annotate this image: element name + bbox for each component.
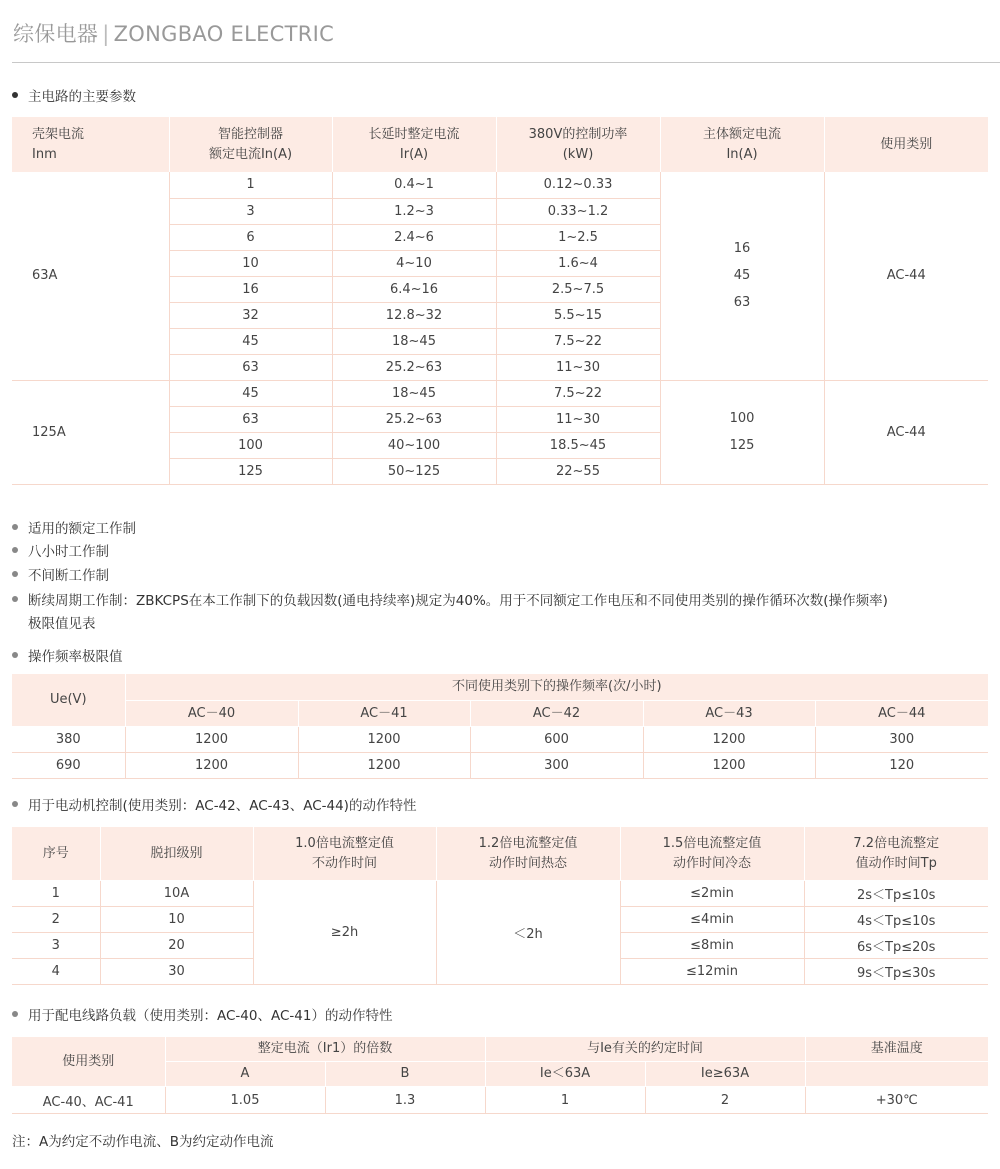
cell-frequency: 600	[470, 727, 643, 753]
header-frequency-group: 不同使用类别下的操作频率(次/小时)	[125, 674, 988, 701]
motor-control-body	[12, 881, 988, 985]
cell-seq: 2	[12, 907, 100, 933]
main-current-value: 16	[733, 241, 751, 257]
header-ie-lt63: Ie＜63A	[485, 1062, 645, 1087]
cell-controller-current: 32	[169, 302, 332, 328]
header-1-2x: 1.2倍电流整定值 动作时间热态	[436, 827, 620, 881]
cell-tp: 9s＜Tp≤30s	[804, 959, 988, 985]
cell-control-power: 7.5~22	[496, 380, 660, 406]
cell-tp: 2s＜Tp≤10s	[804, 881, 988, 907]
cell-ie-ge63: 2	[645, 1087, 805, 1114]
brand-cn: 综保电器	[13, 22, 99, 46]
table-row	[12, 380, 988, 406]
cell-long-delay: 18~45	[332, 328, 496, 354]
header-1x: 1.0倍电流整定值 不动作时间	[253, 827, 436, 881]
cell-frame-current: 63A	[12, 172, 169, 380]
header-ac42: AC－42	[470, 701, 643, 727]
header-trip-class: 脱扣级别	[100, 827, 253, 881]
main-current-value: 45	[733, 268, 751, 284]
motor-control-table	[12, 826, 988, 985]
header-1-5x: 1.5倍电流整定值 动作时间冷态	[620, 827, 804, 881]
cell-frequency: 1200	[643, 727, 815, 753]
main-current-value: 100	[729, 411, 755, 426]
duty-item: 八小时工作制	[12, 541, 109, 564]
cell-voltage: 690	[12, 753, 125, 779]
table-row	[12, 753, 988, 779]
header-controller-current: 智能控制器 额定电流In(A)	[169, 117, 332, 172]
section1-title: 主电路的主要参数	[12, 86, 136, 109]
cell-frequency: 300	[470, 753, 643, 779]
section4-title: 用于配电线路负载（使用类别：AC-40、AC-41）的动作特性	[12, 1005, 392, 1028]
cell-control-power: 7.5~22	[496, 328, 660, 354]
cell-long-delay: 12.8~32	[332, 302, 496, 328]
cell-frequency: 1200	[298, 753, 470, 779]
header-separator: |	[102, 22, 110, 46]
header-frame-current: 壳架电流 Inm	[12, 117, 169, 172]
cell-trip-class: 30	[100, 959, 253, 985]
cell-controller-current: 1	[169, 172, 332, 198]
main-current-value: 125	[729, 438, 755, 453]
bullet-dot	[12, 92, 18, 98]
section2-title: 操作频率极限值	[12, 646, 123, 669]
operation-frequency-body	[12, 727, 988, 779]
cell-trip-class: 20	[100, 933, 253, 959]
distribution-table	[12, 1036, 988, 1114]
cell-long-delay: 50~125	[332, 458, 496, 484]
cell-cold-trip: ≤2min	[620, 881, 804, 907]
header-main-current: 主体额定电流 In(A)	[660, 117, 824, 172]
cell-trip-class: 10A	[100, 881, 253, 907]
cell-frequency: 1200	[125, 753, 298, 779]
cell-tp: 6s＜Tp≤20s	[804, 933, 988, 959]
cell-voltage: 380	[12, 727, 125, 753]
header-long-delay: 长延时整定电流 Ir(A)	[332, 117, 496, 172]
cell-frequency: 1200	[125, 727, 298, 753]
cell-frequency: 120	[815, 753, 988, 779]
cell-cold-trip: ≤4min	[620, 907, 804, 933]
cell-category: AC-40、AC-41	[12, 1087, 165, 1114]
cell-seq: 4	[12, 959, 100, 985]
header-7-2x: 7.2倍电流整定 值动作时间Tp	[804, 827, 988, 881]
cell-control-power: 1.6~4	[496, 250, 660, 276]
header-seq: 序号	[12, 827, 100, 881]
cell-controller-current: 63	[169, 354, 332, 380]
table-row	[12, 727, 988, 753]
cell-control-power: 18.5~45	[496, 432, 660, 458]
header-ac43: AC－43	[643, 701, 815, 727]
cell-control-power: 1~2.5	[496, 224, 660, 250]
cell-control-power: 2.5~7.5	[496, 276, 660, 302]
duty-item: 适用的额定工作制	[12, 518, 136, 541]
duty-item: 不间断工作制	[12, 565, 109, 588]
header-rule	[12, 62, 1000, 63]
operation-frequency-table	[12, 673, 988, 779]
header-usage-category: 使用类别	[12, 1037, 165, 1087]
cell-main-current	[660, 172, 824, 380]
cell-control-power: 11~30	[496, 406, 660, 432]
header-a: A	[165, 1062, 325, 1087]
cell-controller-current: 6	[169, 224, 332, 250]
cell-no-trip: ≥2h	[253, 881, 436, 985]
cell-b: 1.3	[325, 1087, 485, 1114]
header-ie-ge63: Ie≥63A	[645, 1062, 805, 1087]
header-multiple: 整定电流（Ir1）的倍数	[165, 1037, 485, 1062]
cell-controller-current: 16	[169, 276, 332, 302]
main-circuit-body	[12, 172, 988, 484]
cell-main-current	[660, 380, 824, 484]
cell-long-delay: 6.4~16	[332, 276, 496, 302]
cell-ie-lt63: 1	[485, 1087, 645, 1114]
cell-long-delay: 1.2~3	[332, 198, 496, 224]
cell-frequency: 300	[815, 727, 988, 753]
cell-control-power: 22~55	[496, 458, 660, 484]
section3-title: 用于电动机控制(使用类别：AC-42、AC-43、AC-44)的动作特性	[12, 795, 416, 818]
cell-seq: 3	[12, 933, 100, 959]
cell-long-delay: 25.2~63	[332, 354, 496, 380]
cell-cold-trip: ≤8min	[620, 933, 804, 959]
cell-long-delay: 4~10	[332, 250, 496, 276]
brand-en: ZONGBAO ELECTRIC	[113, 22, 335, 46]
cell-control-power: 11~30	[496, 354, 660, 380]
table-row	[12, 881, 988, 907]
cell-long-delay: 18~45	[332, 380, 496, 406]
cell-a: 1.05	[165, 1087, 325, 1114]
main-current-value: 63	[733, 295, 751, 311]
cell-category: AC-44	[824, 172, 988, 380]
table-row	[12, 172, 988, 198]
cell-controller-current: 100	[169, 432, 332, 458]
header-ac40: AC－40	[125, 701, 298, 727]
header-temp-empty	[805, 1062, 988, 1087]
cell-control-power: 0.12~0.33	[496, 172, 660, 198]
header-control-power: 380V的控制功率 (kW)	[496, 117, 660, 172]
cell-frequency: 1200	[298, 727, 470, 753]
cell-hot-trip: ＜2h	[436, 881, 620, 985]
cell-controller-current: 45	[169, 380, 332, 406]
cell-controller-current: 3	[169, 198, 332, 224]
cell-tp: 4s＜Tp≤10s	[804, 907, 988, 933]
cell-long-delay: 25.2~63	[332, 406, 496, 432]
cell-long-delay: 2.4~6	[332, 224, 496, 250]
cell-long-delay: 40~100	[332, 432, 496, 458]
cell-frequency: 1200	[643, 753, 815, 779]
cell-controller-current: 45	[169, 328, 332, 354]
header-ac41: AC－41	[298, 701, 470, 727]
header-conventional-time: 与Ie有关的约定时间	[485, 1037, 805, 1062]
cell-category: AC-44	[824, 380, 988, 484]
cell-temp: +30℃	[805, 1087, 988, 1114]
footnote: 注：A为约定不动作电流、B为约定动作电流	[12, 1134, 274, 1150]
header-ac44: AC－44	[815, 701, 988, 727]
main-circuit-table	[12, 117, 988, 485]
cell-seq: 1	[12, 881, 100, 907]
header-category: 使用类别	[824, 117, 988, 172]
cell-controller-current: 125	[169, 458, 332, 484]
cell-frame-current: 125A	[12, 380, 169, 484]
header-reference-temp: 基准温度	[805, 1037, 988, 1062]
intermittent-duty-text: 断续周期工作制：ZBKCPS在本工作制下的负载因数(通电持续率)规定为40%。用于不同额定工作电压和不同使用类别的操作循环次数(操作频率) 极限值见表	[12, 590, 972, 636]
cell-trip-class: 10	[100, 907, 253, 933]
cell-controller-current: 10	[169, 250, 332, 276]
header-ue: Ue(V)	[12, 674, 125, 727]
page-header	[13, 18, 334, 48]
header-b: B	[325, 1062, 485, 1087]
cell-long-delay: 0.4~1	[332, 172, 496, 198]
cell-control-power: 5.5~15	[496, 302, 660, 328]
cell-control-power: 0.33~1.2	[496, 198, 660, 224]
cell-controller-current: 63	[169, 406, 332, 432]
cell-cold-trip: ≤12min	[620, 959, 804, 985]
